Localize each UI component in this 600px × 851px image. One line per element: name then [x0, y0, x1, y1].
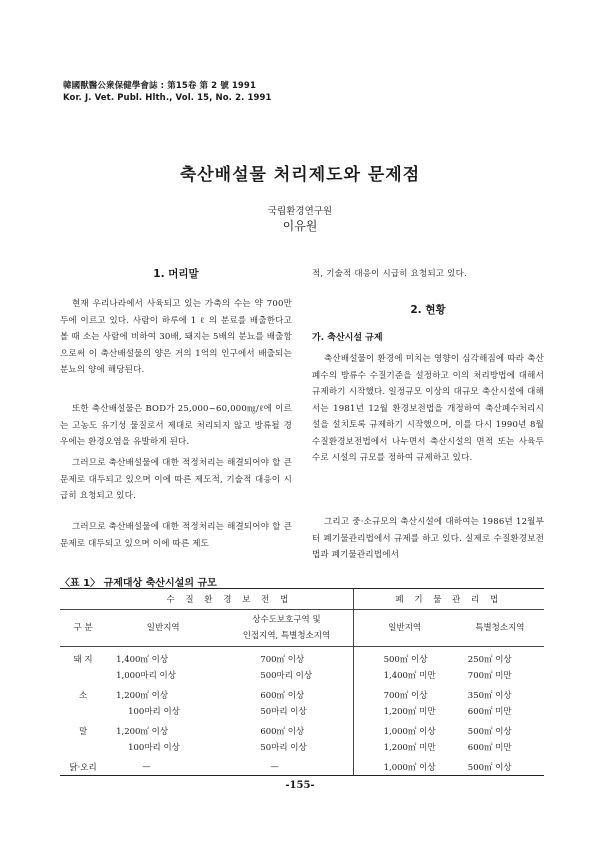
left-paragraph-2: 또한 축산배설물은 BOD가 25,000~60,000㎎/ℓ에 이르는 고농도 유기성 물질로서 제대로 처리되지 않고 방류될 경우에는 환경오염을 유발하게 된다. — [60, 404, 292, 447]
table-cell: 600㎡ 미만 — [467, 743, 512, 753]
table-row — [60, 739, 544, 755]
table-cell: 1,200㎡ 미만 — [353, 703, 456, 719]
left-paragraph-1: 현재 우리나라에서 사육되고 있는 가축의 수는 약 700만두에 이르고 있다. 사람이 하루에 1 ℓ 의 분료를 배출한다고 볼 때 소는 사람에 비하여 30배, 돼지는 5배의 분뇨를 배출함으로써 이 축산배설물의 양은 거의 1억의 인구에서 배출되는 분뇨의 양에 해당된다. — [60, 299, 292, 375]
subsection-heading: 가. 축산시설 규제 — [312, 333, 383, 343]
table-cell: 1,200㎡ 이상 — [116, 727, 169, 737]
table-cell: 600㎡ 이상 — [260, 691, 305, 701]
table-cell: 1,400㎡ 미만 — [353, 667, 456, 683]
table-cell: 700㎡ 미만 — [467, 671, 512, 681]
right-paragraph-1: 축산배설물이 환경에 미치는 영향이 심각해짐에 따라 축산폐수의 방류수 수질기준을 설정하고 이의 처리방법에 대해서 규제하기 시작했다. 일정규모 이상의 대규모 축산시설에 대해서는 1981년 12월 환경보전법을 개정하여 축산폐수처리시설을 설치토록 규제하기 시작했으며, 이를 다시 1990년 8월 수질환경보전법에서 나누면서 축산시설의 면적 또는 사육두수로 시설의 규모를 정하여 규제하고 있다. — [312, 354, 544, 463]
table-cell: 500㎡ 이상 — [456, 755, 544, 776]
table-cell: — — [106, 755, 220, 776]
table-cell: — — [220, 755, 353, 776]
table-cell: 1,000㎡ 이상 — [353, 755, 456, 776]
table-cell: 100마리 이상 — [128, 743, 180, 753]
table-cell: 600㎡ 미만 — [467, 707, 512, 717]
table-cell: 700㎡ 이상 — [353, 683, 456, 703]
table-cell: 250㎡ 이상 — [467, 655, 512, 665]
table-cell: 1,000마리 이상 — [116, 671, 176, 681]
table-cell — [60, 667, 106, 683]
table-cell: 500㎡ 이상 — [353, 647, 456, 668]
section-heading-status: 2. 현황 — [410, 304, 446, 316]
table-title: 〈표 1〉 규제대상 축산시설의 규모 — [60, 578, 217, 589]
table-column-header: 일반지역 — [106, 610, 220, 647]
journal-header — [63, 80, 272, 104]
table-group-header: 폐 기 물 관 리 법 — [353, 589, 544, 610]
table-cell — [60, 739, 106, 755]
journal-english: Kor. J. Vet. Publ. Hlth., Vol. 15, No. 2. 1991 — [63, 93, 272, 103]
regulation-table — [60, 588, 544, 776]
table-cell: 350㎡ 이상 — [467, 691, 512, 701]
table-cell: 700㎡ 이상 — [260, 655, 305, 665]
table-row — [60, 703, 544, 719]
article-title: 축산배설물 처리제도와 문제점 — [179, 165, 421, 185]
left-paragraph-3: 그러므로 축산배설물에 대한 적정처리는 해결되어야 할 큰 문제로 대두되고 있으며 이에 따른 제도적, 기술적 대응이 시급히 요청되고 있다. — [60, 458, 292, 501]
table-cell: 1,200㎡ 미만 — [353, 739, 456, 755]
table-column-header: 구 분 — [60, 610, 106, 647]
table-column-header: 일반지역 — [353, 610, 456, 647]
right-continuation: 적, 기술적 대응이 시급히 요청되고 있다. — [312, 269, 467, 279]
table-cell: 1,000㎡ 이상 — [353, 719, 456, 739]
table-column-header: 특별청소지역 — [456, 610, 544, 647]
table-cell: 말 — [78, 727, 88, 737]
author-affiliation: 국립환경연구원 — [267, 206, 333, 217]
table-row — [60, 755, 544, 776]
right-paragraph-2: 그리고 중·소규모의 축산시설에 대하여는 1986년 12월부터 폐기물관리법에서 규제를 하고 있다. 실제로 수질환경보전법과 폐기물관리법에서 — [312, 517, 544, 560]
author-name: 이유원 — [282, 219, 318, 233]
table-row — [60, 647, 544, 668]
table-group-header-row — [60, 589, 544, 610]
table-cell: 600㎡ 이상 — [260, 727, 305, 737]
table-cell: 50마리 이상 — [260, 743, 307, 753]
table-cell: 소 — [78, 691, 88, 701]
table-cell: 500㎡ 이상 — [467, 727, 512, 737]
journal-korean: 韓國獸醫公衆保健學會誌 : 第15卷 第 2 號 1991 — [63, 81, 256, 91]
table-group-header: 수 질 환 경 보 전 법 — [106, 589, 353, 610]
table-row — [60, 683, 544, 703]
table-cell: 100마리 이상 — [128, 707, 180, 717]
table-row — [60, 667, 544, 683]
table-cell: 500마리 이상 — [260, 671, 313, 681]
table-row — [60, 719, 544, 739]
table-cell — [60, 703, 106, 719]
table-cell: 닭·오리 — [60, 755, 106, 776]
table-column-header-row — [60, 610, 544, 647]
table-cell: 돼 지 — [73, 655, 93, 665]
table-cell: 50마리 이상 — [260, 707, 307, 717]
left-paragraph-4: 그러므로 축산배설물에 대한 적정처리는 해결되어야 할 큰 문제로 대두되고 있으며 이에 따른 제도 — [60, 522, 292, 549]
page-number: -155- — [285, 780, 315, 791]
table-cell: 1,400㎡ 이상 — [116, 655, 169, 665]
table-cell: 1,200㎡ 이상 — [116, 691, 169, 701]
section-heading-intro: 1. 머리말 — [153, 268, 199, 280]
table-column-header: 상수도보호구역 및 인접지역, 특별청소지역 — [220, 610, 353, 647]
